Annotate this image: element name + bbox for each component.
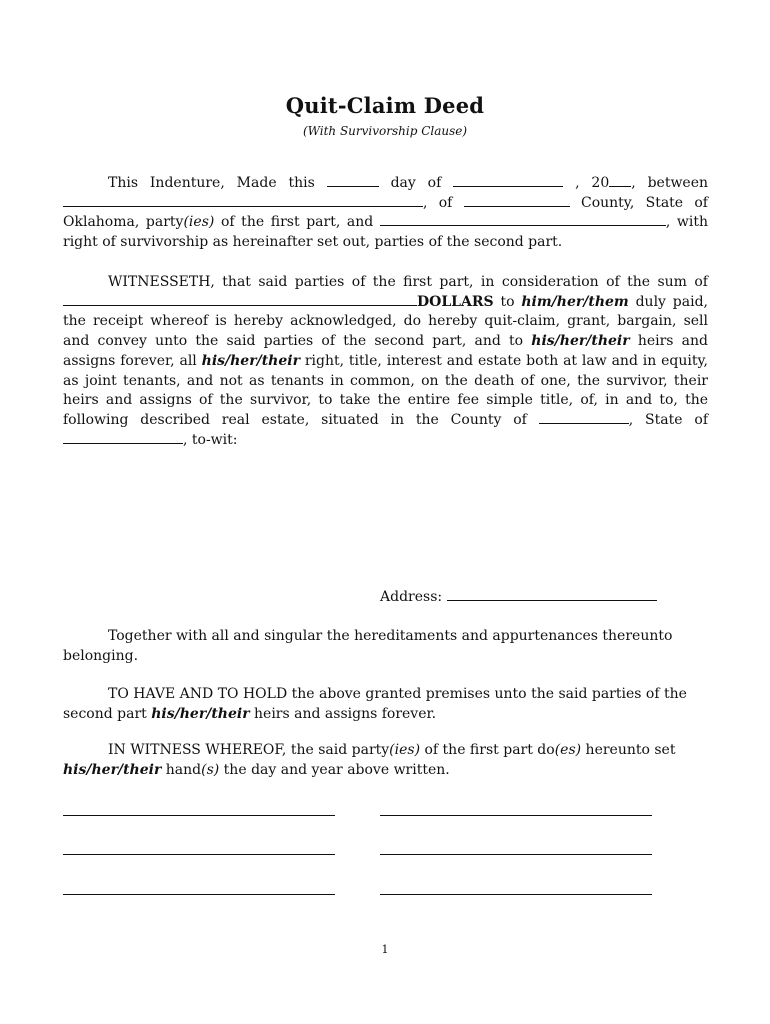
- county-blank[interactable]: [464, 194, 570, 207]
- address-blank[interactable]: [447, 588, 657, 601]
- property-county-blank[interactable]: [539, 411, 629, 424]
- signature-line-left-3[interactable]: [63, 894, 335, 895]
- address-field: Address:: [380, 588, 657, 605]
- signature-line-right-2[interactable]: [380, 854, 652, 855]
- signature-line-left-1[interactable]: [63, 815, 335, 816]
- day-blank[interactable]: [327, 174, 379, 187]
- witness-whereof-paragraph: IN WITNESS WHEREOF, the said party(ies) of the first part do(es) hereunto set his/her/their hand(s) the day and year above written.: [63, 742, 676, 778]
- consideration-amount-blank[interactable]: [63, 293, 417, 306]
- grantee-name-blank[interactable]: [380, 213, 666, 226]
- habendum-paragraph: TO HAVE AND TO HOLD the above granted premises unto the said parties of the second part his/her/their heirs and assigns forever.: [63, 686, 687, 722]
- signature-line-right-1[interactable]: [380, 815, 652, 816]
- hereditaments-paragraph: Together with all and singular the hereditaments and appurtenances thereunto belonging.: [63, 628, 673, 664]
- document-subtitle: (With Survivorship Clause): [302, 124, 468, 138]
- year-blank[interactable]: [609, 174, 631, 187]
- witnesseth-paragraph: WITNESSETH, that said parties of the first part, in consideration of the sum of DOLLARS to him/her/them duly paid, the receipt whereof is hereby acknowledged, do hereby quit-claim, grant, bargain, sell and convey unto the said parties of the second part, and to his/her/their heirs and assigns forever, all his/her/their right, title, interest and estate both at law and in equity, as joint tenants, and not as tenants in common, on the death of one, the survivor, their heirs and assigns of the survivor, to take the entire fee simple title, of, in and to, the following described real estate, situated in the County of , State of , to-wit:: [63, 274, 708, 448]
- page-number: 1: [381, 943, 389, 956]
- property-state-blank[interactable]: [63, 431, 183, 444]
- indenture-paragraph: This Indenture, Made this day of , 20 , between , of County, State of Oklahoma, party(ies) of the first part, and , with right of survivorship as hereinafter set out, parties of the second part.: [63, 175, 709, 251]
- document-title: Quit-Claim Deed: [285, 93, 485, 118]
- month-blank[interactable]: [453, 174, 563, 187]
- signature-line-left-2[interactable]: [63, 854, 335, 855]
- grantor-name-blank[interactable]: [63, 194, 423, 207]
- signature-line-right-3[interactable]: [380, 894, 652, 895]
